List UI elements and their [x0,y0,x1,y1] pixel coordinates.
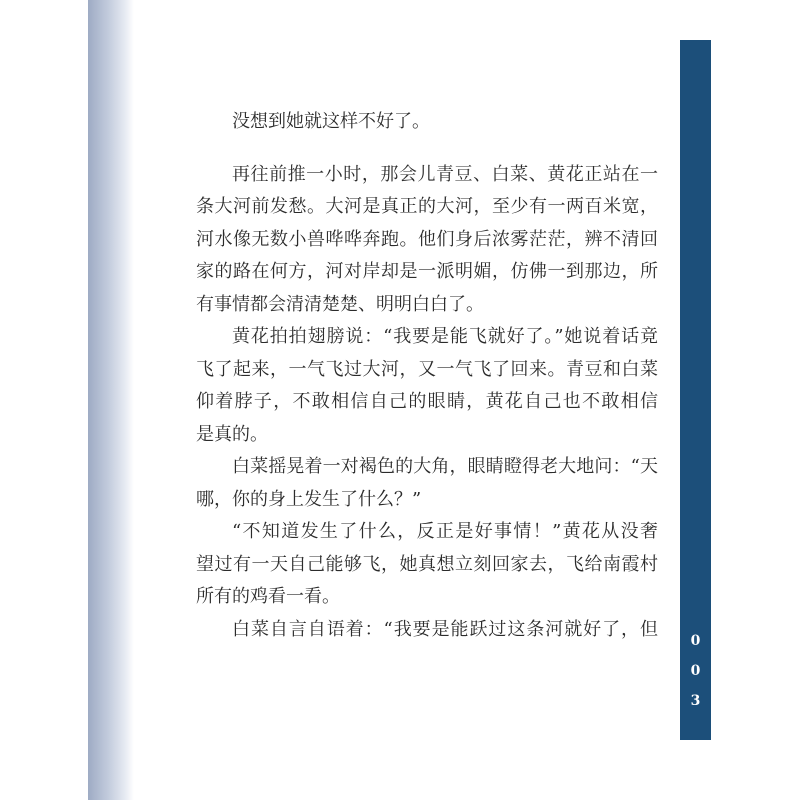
page-number-digit: 0 [690,663,701,679]
text-line: 家的路在何方，河对岸却是一派明媚，仿佛一到那边，所 [196,261,658,282]
text-line: 白菜摇晃着一对褐色的大角，眼睛瞪得老大地问：“天 [232,456,658,477]
text-line: 黄花拍拍翅膀说：“我要是能飞就好了。”她说着话竟 [232,326,658,347]
page-number [680,626,711,716]
text-line: 条大河前发愁。大河是真正的大河，至少有一两百米宽， [196,196,658,217]
text-line: 飞了起来，一气飞过大河，又一气飞了回来。青豆和白菜 [196,358,658,380]
text-line: 仰着脖子，不敢相信自己的眼睛，黄花自己也不敢相信 [196,391,658,412]
page-number-digit: 0 [690,633,701,649]
text-line: 没想到她就这样不好了。 [232,111,430,132]
page-number-digit: 3 [690,693,701,709]
text-line: 有事情都会清清楚楚、明明白白了。 [196,293,484,315]
text-line: 是真的。 [196,423,268,445]
spine-shadow [88,0,134,800]
text-line: 河水像无数小兽哗哗奔跑。他们身后浓雾茫茫，辨不清回 [196,228,658,250]
text-line: 望过有一天自己能够飞，她真想立刻回家去，飞给南霞村 [196,553,658,575]
text-line: 白菜自言自语着：“我要是能跃过这条河就好了，但 [232,618,658,640]
body-text [196,106,658,646]
text-line: 哪，你的身上发生了什么？” [196,488,422,510]
text-line: 再往前推一小时，那会儿青豆、白菜、黄花正站在一 [232,163,658,185]
text-line: “不知道发生了什么，反正是好事情！”黄花从没奢 [232,521,658,542]
paragraph-gap [196,139,658,159]
text-line: 所有的鸡看一看。 [196,586,340,607]
